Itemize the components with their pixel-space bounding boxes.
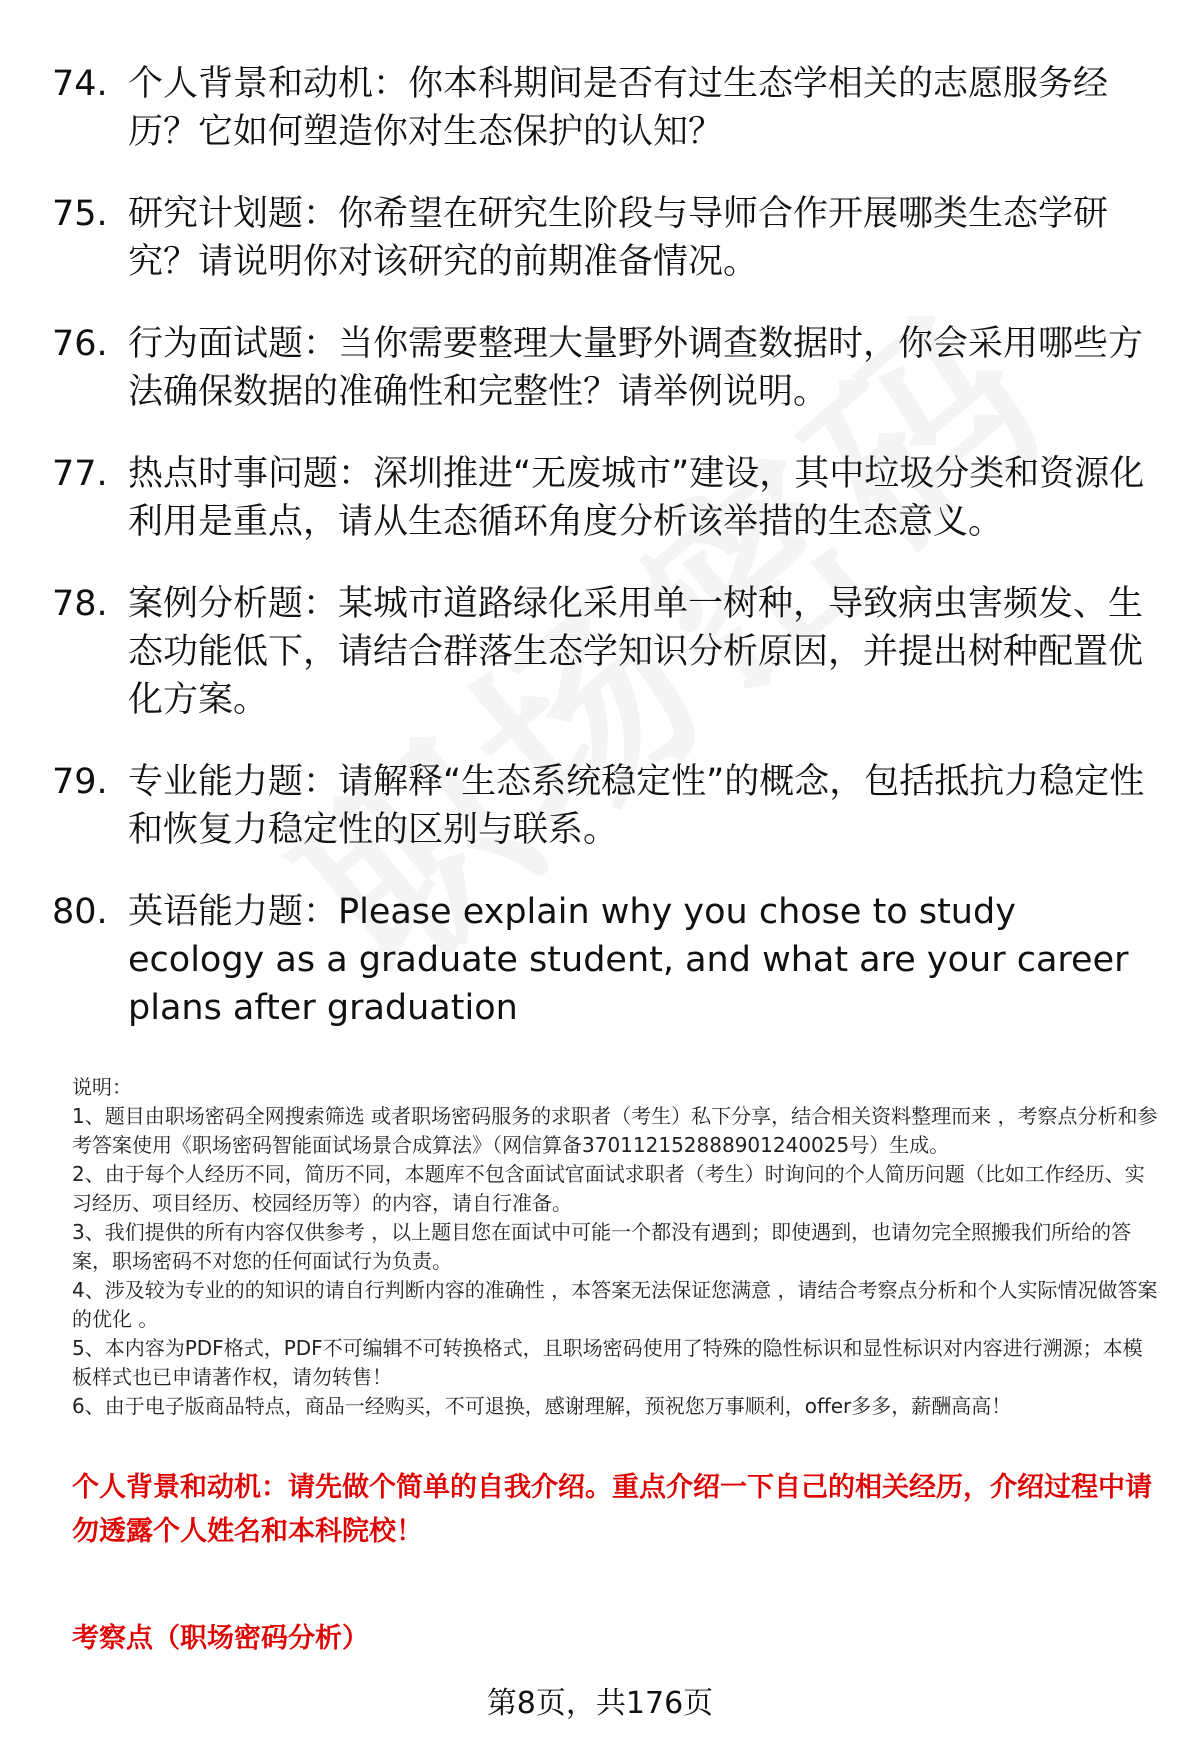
question-item xyxy=(52,888,1162,1032)
note-item: 3、我们提供的所有内容仅供参考 ，以上题目您在面试中可能一个都没有遇到；即使遇到，也请勿完全照搬我们所给的答案，职场密码不对您的任何面试行为负责。 xyxy=(72,1220,1132,1273)
highlight-question: 个人背景和动机：请先做个简单的自我介绍。重点介绍一下自己的相关经历，介绍过程中请勿透露个人姓名和本科院校！ xyxy=(72,1472,1152,1547)
note-item: 6、由于电子版商品特点，商品一经购买，不可退换，感谢理解，预祝您万事顺利，offer多多，薪酬高高！ xyxy=(72,1394,1012,1418)
question-number: 74. xyxy=(52,64,108,104)
disclaimer-notes xyxy=(72,1073,1162,1421)
question-text: 热点时事问题：深圳推进“无废城市”建设，其中垃圾分类和资源化利用是重点，请从生态循环角度分析该举措的生态意义。 xyxy=(128,454,1145,542)
note-item: 4、涉及较为专业的的知识的请自行判断内容的准确性 ，本答案无法保证您满意 ，请结合考察点分析和个人实际情况做答案的优化 。 xyxy=(72,1278,1158,1331)
page-number: 第8页，共176页 xyxy=(486,1686,714,1721)
question-item xyxy=(52,190,1162,286)
note-item: 2、由于每个人经历不同，简历不同，本题库不包含面试官面试求职者（考生）时询问的个人简历问题（比如工作经历、实习经历、项目经历、校园经历等）的内容，请自行准备。 xyxy=(72,1162,1145,1215)
question-number: 76. xyxy=(52,324,108,364)
note-item: 5、本内容为PDF格式，PDF不可编辑不可转换格式，且职场密码使用了特殊的隐性标识和显性标识对内容进行溯源；本模板样式也已申请著作权，请勿转售！ xyxy=(72,1336,1143,1389)
question-item xyxy=(52,580,1162,724)
section-title: 考察点（职场密码分析） xyxy=(72,1623,369,1654)
question-list xyxy=(52,60,1162,1066)
question-text: 行为面试题：当你需要整理大量野外调查数据时，你会采用哪些方法确保数据的准确性和完整性？请举例说明。 xyxy=(128,324,1144,412)
question-number: 79. xyxy=(52,762,108,802)
question-number: 77. xyxy=(52,454,108,494)
question-text: 案例分析题：某城市道路绿化采用单一树种，导致病虫害频发、生态功能低下，请结合群落生态学知识分析原因，并提出树种配置优化方案。 xyxy=(128,584,1144,720)
question-item xyxy=(52,758,1162,854)
question-number: 75. xyxy=(52,194,108,234)
question-text: 英语能力题：Please explain why you chose to study ecology as a graduate student, and what are your career plans after graduation xyxy=(128,892,1129,1028)
note-item: 1、题目由职场密码全网搜索筛选 或者职场密码服务的求职者（考生）私下分享，结合相关资料整理而来 ，考察点分析和参考答案使用《职场密码智能面试场景合成算法》（网信算备370112152888901240025号）生成。 xyxy=(72,1104,1158,1157)
notes-heading: 说明： xyxy=(72,1075,132,1099)
question-text: 研究计划题：你希望在研究生阶段与导师合作开展哪类生态学研究？请说明你对该研究的前期准备情况。 xyxy=(128,194,1109,282)
question-text: 个人背景和动机：你本科期间是否有过生态学相关的志愿服务经历？它如何塑造你对生态保护的认知？ xyxy=(128,64,1109,152)
question-item xyxy=(52,450,1162,546)
question-item xyxy=(52,60,1162,156)
question-text: 专业能力题：请解释“生态系统稳定性”的概念，包括抵抗力稳定性和恢复力稳定性的区别与联系。 xyxy=(128,762,1145,850)
question-item xyxy=(52,320,1162,416)
question-number: 80. xyxy=(52,892,108,932)
question-number: 78. xyxy=(52,584,108,624)
